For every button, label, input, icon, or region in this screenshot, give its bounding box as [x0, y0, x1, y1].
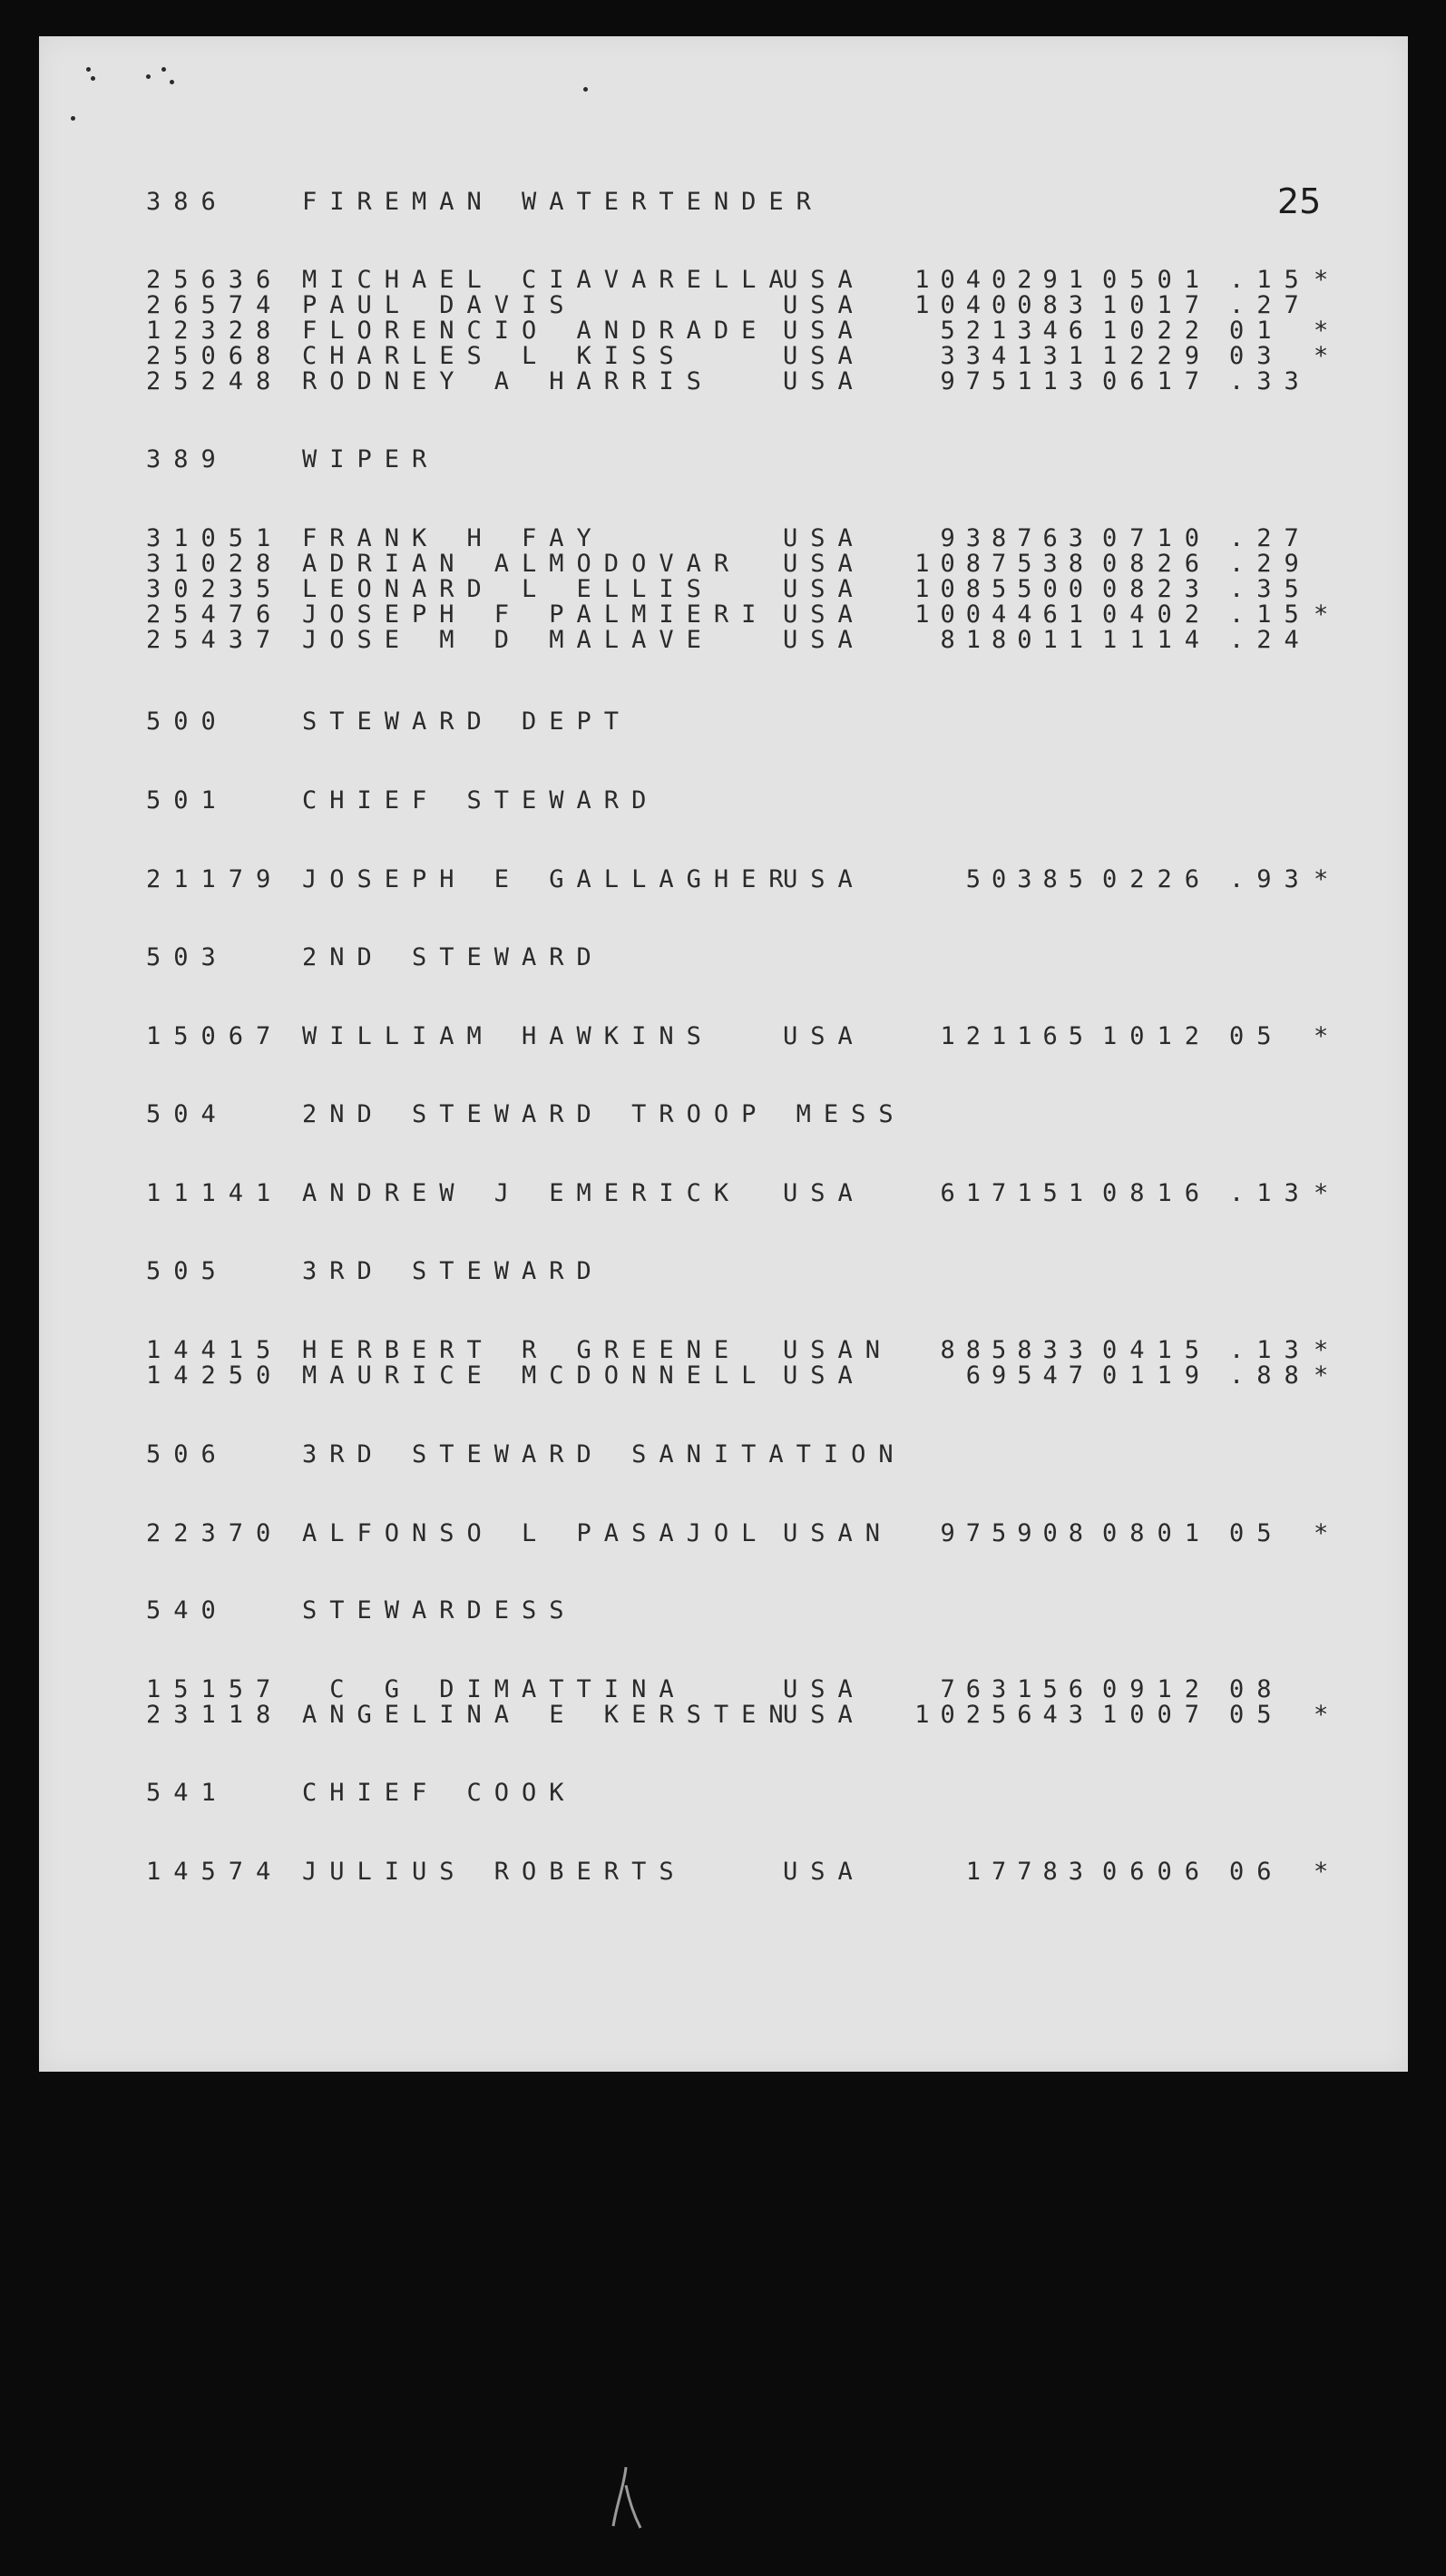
citizenship: USA — [783, 865, 865, 893]
date-code: 1017 — [1102, 291, 1213, 319]
crew-name: PAUL DAVIS — [302, 291, 577, 319]
record-number: 15157 — [146, 1675, 284, 1703]
crew-name: ANGELINA E KERSTEN — [302, 1701, 796, 1729]
value-code: 05 — [1229, 1022, 1285, 1050]
document-number: 885833 — [940, 1336, 1094, 1364]
citizenship: USA — [783, 266, 865, 294]
document-number: 50385 — [965, 865, 1094, 893]
citizenship: USA — [783, 367, 865, 395]
value-code: 01 — [1229, 317, 1285, 345]
citizenship: USA — [783, 1022, 865, 1050]
citizenship: USA — [783, 1361, 865, 1390]
value-code: .27 — [1229, 291, 1312, 319]
asterisk-mark: * — [1314, 342, 1342, 370]
record-number: 31028 — [146, 550, 284, 578]
crew-name: JOSEPH E GALLAGHER — [302, 865, 796, 893]
crew-name: C G DIMATTINA — [302, 1675, 687, 1703]
record-number: 25636 — [146, 266, 284, 294]
document-number: 521346 — [940, 317, 1094, 345]
date-code: 0501 — [1102, 266, 1213, 294]
scan-artifact-mark — [608, 2463, 644, 2535]
asterisk-mark: * — [1314, 1022, 1342, 1050]
value-code: .15 — [1229, 600, 1312, 629]
section-title: 2ND STEWARD TROOP MESS — [302, 1100, 906, 1128]
crew-name: JOSEPH F PALMIERI — [302, 600, 769, 629]
citizenship: USA — [783, 550, 865, 578]
value-code: 08 — [1229, 1675, 1285, 1703]
date-code: 1022 — [1102, 317, 1213, 345]
section-title: STEWARDESS — [302, 1596, 577, 1625]
section-title: 2ND STEWARD — [302, 943, 604, 971]
date-code: 1114 — [1102, 626, 1213, 654]
section-title: 3RD STEWARD — [302, 1257, 604, 1285]
section-title: STEWARD DEPT — [302, 707, 632, 736]
document-number: 1040291 — [914, 266, 1094, 294]
date-code: 0823 — [1102, 575, 1213, 603]
record-number: 25476 — [146, 600, 284, 629]
record-number: 14415 — [146, 1336, 284, 1364]
record-number: 23118 — [146, 1701, 284, 1729]
value-code: .35 — [1229, 575, 1312, 603]
section-title: WIPER — [302, 445, 440, 473]
citizenship: USA — [783, 1179, 865, 1207]
crew-name: ADRIAN ALMODOVAR — [302, 550, 742, 578]
citizenship: USAN — [783, 1519, 894, 1547]
citizenship: USA — [783, 1858, 865, 1886]
asterisk-mark: * — [1314, 1179, 1342, 1207]
section-code: 501 — [146, 786, 229, 815]
date-code: 0415 — [1102, 1336, 1213, 1364]
record-number: 25248 — [146, 367, 284, 395]
value-code: 03 — [1229, 342, 1285, 370]
date-code: 0710 — [1102, 524, 1213, 552]
section-code: 503 — [146, 943, 229, 971]
section-code: 389 — [146, 445, 229, 473]
page-number: 25 — [1277, 181, 1322, 221]
crew-name: CHARLES L KISS — [302, 342, 687, 370]
asterisk-mark: * — [1314, 1336, 1342, 1364]
citizenship: USA — [783, 317, 865, 345]
citizenship: USA — [783, 626, 865, 654]
date-code: 1007 — [1102, 1701, 1213, 1729]
document-number: 334131 — [940, 342, 1094, 370]
date-code: 0826 — [1102, 550, 1213, 578]
document-number: 1025643 — [914, 1701, 1094, 1729]
document-number: 69547 — [965, 1361, 1094, 1390]
section-code: 386 — [146, 188, 229, 216]
document-number: 975908 — [940, 1519, 1094, 1547]
document-number: 617151 — [940, 1179, 1094, 1207]
date-code: 1012 — [1102, 1022, 1213, 1050]
record-number: 11141 — [146, 1179, 284, 1207]
document-number: 121165 — [940, 1022, 1094, 1050]
section-code: 500 — [146, 707, 229, 736]
crew-name: RODNEY A HARRIS — [302, 367, 714, 395]
crew-name: FRANK H FAY — [302, 524, 604, 552]
asterisk-mark: * — [1314, 1858, 1342, 1886]
date-code: 0606 — [1102, 1858, 1213, 1886]
speck — [71, 116, 75, 121]
value-code: 05 — [1229, 1519, 1285, 1547]
record-number: 25068 — [146, 342, 284, 370]
value-code: .13 — [1229, 1179, 1312, 1207]
citizenship: USA — [783, 1675, 865, 1703]
document-number: 818011 — [940, 626, 1094, 654]
crew-name: MICHAEL CIAVARELLA — [302, 266, 796, 294]
record-number: 12328 — [146, 317, 284, 345]
asterisk-mark: * — [1314, 1701, 1342, 1729]
date-code: 1229 — [1102, 342, 1213, 370]
crew-name: WILLIAM HAWKINS — [302, 1022, 714, 1050]
citizenship: USA — [783, 600, 865, 629]
value-code: 05 — [1229, 1701, 1285, 1729]
asterisk-mark: * — [1314, 266, 1342, 294]
record-number: 14574 — [146, 1858, 284, 1886]
section-title: CHIEF STEWARD — [302, 786, 659, 815]
asterisk-mark: * — [1314, 865, 1342, 893]
section-title: 3RD STEWARD SANITATION — [302, 1440, 906, 1469]
asterisk-mark: * — [1314, 1519, 1342, 1547]
record-number: 26574 — [146, 291, 284, 319]
record-number: 14250 — [146, 1361, 284, 1390]
document-number: 1085500 — [914, 575, 1094, 603]
section-code: 506 — [146, 1440, 229, 1469]
document-number: 1004461 — [914, 600, 1094, 629]
record-number: 15067 — [146, 1022, 284, 1050]
section-code: 505 — [146, 1257, 229, 1285]
citizenship: USA — [783, 291, 865, 319]
section-code: 504 — [146, 1100, 229, 1128]
speck — [91, 76, 95, 81]
crew-name: HERBERT R GREENE — [302, 1336, 742, 1364]
asterisk-mark: * — [1314, 600, 1342, 629]
document-number: 1087538 — [914, 550, 1094, 578]
value-code: .93 — [1229, 865, 1312, 893]
value-code: .33 — [1229, 367, 1312, 395]
record-number: 22370 — [146, 1519, 284, 1547]
crew-name: JOSE M D MALAVE — [302, 626, 714, 654]
document-number: 938763 — [940, 524, 1094, 552]
value-code: .24 — [1229, 626, 1312, 654]
crew-name: ANDREW J EMERICK — [302, 1179, 742, 1207]
crew-name: ALFONSO L PASAJOL — [302, 1519, 769, 1547]
value-code: .15 — [1229, 266, 1312, 294]
value-code: .13 — [1229, 1336, 1312, 1364]
asterisk-mark: * — [1314, 317, 1342, 345]
value-code: 06 — [1229, 1858, 1285, 1886]
date-code: 0226 — [1102, 865, 1213, 893]
section-title: CHIEF COOK — [302, 1779, 577, 1807]
record-number: 31051 — [146, 524, 284, 552]
record-number: 30235 — [146, 575, 284, 603]
value-code: .88 — [1229, 1361, 1312, 1390]
citizenship: USA — [783, 575, 865, 603]
section-title: FIREMAN WATERTENDER — [302, 188, 824, 216]
date-code: 0402 — [1102, 600, 1213, 629]
date-code: 0816 — [1102, 1179, 1213, 1207]
citizenship: USAN — [783, 1336, 894, 1364]
crew-name: FLORENCIO ANDRADE — [302, 317, 769, 345]
speck — [86, 67, 91, 72]
document-number: 1040083 — [914, 291, 1094, 319]
document-page — [39, 36, 1408, 2072]
speck — [146, 74, 151, 79]
date-code: 0617 — [1102, 367, 1213, 395]
value-code: .29 — [1229, 550, 1312, 578]
date-code: 0912 — [1102, 1675, 1213, 1703]
crew-name: MAURICE MCDONNELL — [302, 1361, 769, 1390]
date-code: 0801 — [1102, 1519, 1213, 1547]
value-code: .27 — [1229, 524, 1312, 552]
record-number: 21179 — [146, 865, 284, 893]
record-number: 25437 — [146, 626, 284, 654]
document-number: 763156 — [940, 1675, 1094, 1703]
asterisk-mark: * — [1314, 1361, 1342, 1390]
document-number: 17783 — [965, 1858, 1094, 1886]
crew-name: LEONARD L ELLIS — [302, 575, 714, 603]
section-code: 541 — [146, 1779, 229, 1807]
document-number: 975113 — [940, 367, 1094, 395]
speck — [583, 87, 588, 92]
citizenship: USA — [783, 342, 865, 370]
citizenship: USA — [783, 524, 865, 552]
crew-name: JULIUS ROBERTS — [302, 1858, 687, 1886]
section-code: 540 — [146, 1596, 229, 1625]
speck — [170, 80, 174, 84]
speck — [161, 67, 166, 72]
date-code: 0119 — [1102, 1361, 1213, 1390]
citizenship: USA — [783, 1701, 865, 1729]
